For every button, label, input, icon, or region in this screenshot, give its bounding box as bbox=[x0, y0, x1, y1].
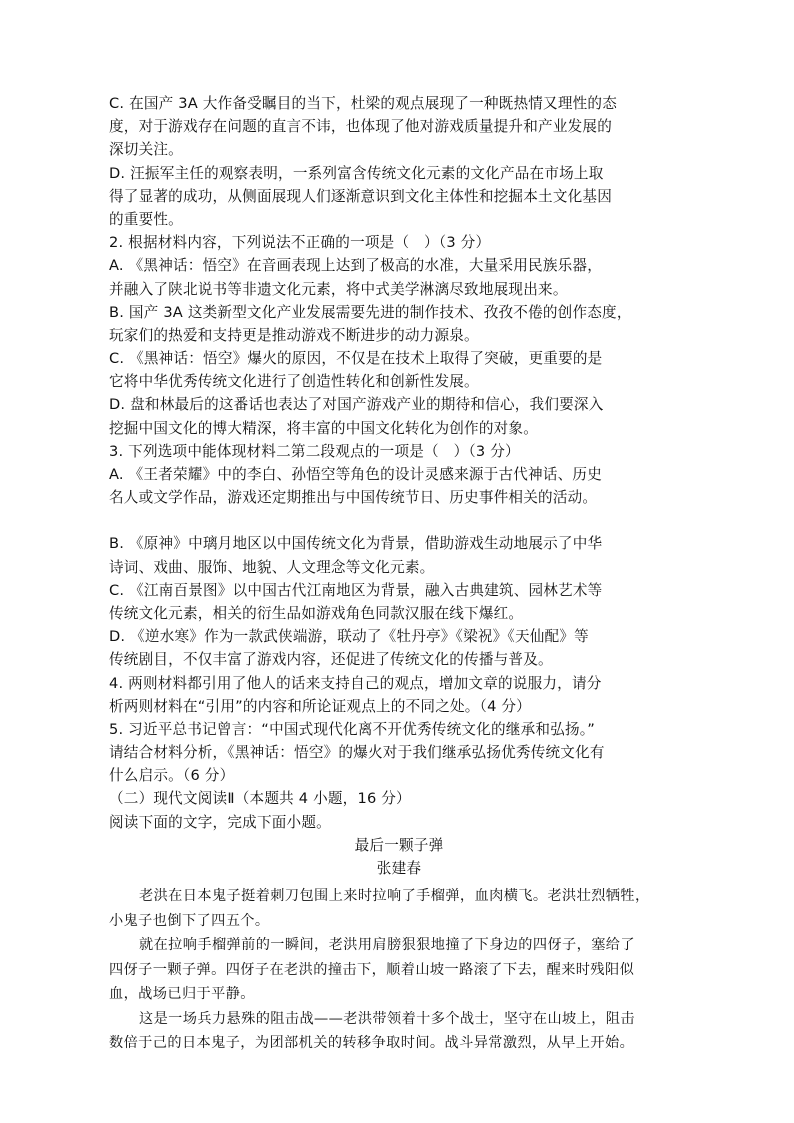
q1-option-d: D. 汪振军主任的观察表明，一系列富含传统文化元素的文化产品在市场上取 得了显著的成功，从侧面展现人们逐渐意识到文化主体性和挖掘本土文化基因 的重要性。 bbox=[109, 164, 612, 228]
story-author: 张建春 bbox=[376, 860, 422, 877]
question-2-stem: 2. 根据材料内容，下列说法不正确的一项是（ ）（3 分） bbox=[109, 234, 491, 252]
question-3-stem: 3. 下列选项中能体现材料二第二段观点的一项是（ ）（3 分） bbox=[109, 442, 520, 460]
section-heading: （二）现代文阅读Ⅱ（本题共 4 小题，16 分） bbox=[109, 790, 411, 808]
q1-option-c: C. 在国产 3A 大作备受瞩目的当下，杜梁的观点展现了一种既热情又理性的态 度，对于游戏存在问题的直言不讳，也体现了他对游戏质量提升和产业发展的 深切关注。 bbox=[109, 95, 618, 159]
q3-option-a: A. 《王者荣耀》中的李白、孙悟空等角色的设计灵感来源于古代神话、历史 名人或文学作品，游戏还定期推出与中国传统节日、历史事件相关的活动。 bbox=[109, 466, 603, 507]
story-paragraph: 这是一场兵力悬殊的阻击战——老洪带领着十多个战士，坚守在山坡上，阻击 数倍于己的日本鬼子，为团部机关的转移争取时间。战斗异常激烈，从早上开始。 bbox=[109, 1010, 635, 1052]
q2-option-d: D. 盘和林最后的这番话也表达了对国产游戏产业的期待和信心，我们要深入 挖掘中国文化的博大精深，将丰富的中国文化转化为创作的对象。 bbox=[109, 396, 604, 437]
blank-line bbox=[109, 509, 689, 532]
question-2 bbox=[109, 231, 689, 440]
q2-option-c: C. 《黑神话：悟空》爆火的原因，不仅是在技术上取得了突破，更重要的是 它将中华优秀传统文化进行了创造性转化和创新性发展。 bbox=[109, 350, 603, 391]
q3-option-c: C. 《江南百景图》以中国古代江南地区为背景，融入古典建筑、园林艺术等 传统文化元素，相关的衍生品如游戏角色同款汉服在线下爆红。 bbox=[109, 581, 603, 622]
q3-option-b: B. 《原神》中璃月地区以中国传统文化为背景，借助游戏生动地展示了中华 诗词、戏曲、服饰、地貌、人文理念等文化元素。 bbox=[109, 535, 603, 576]
exam-page bbox=[109, 92, 689, 1056]
question-4: 4. 两则材料都引用了他人的话来支持自己的观点，增加文章的说服力，请分 析两则材料在“引用”的内容和所论证观点上的不同之处。（4 分） bbox=[109, 674, 602, 715]
section-instruction: 阅读下面的文字，完成下面小题。 bbox=[109, 813, 331, 831]
story-paragraph: 就在拉响手榴弹前的一瞬间，老洪用肩膀狠狠地撞了下身边的四伢子，塞给了 四伢子一颗子弹。四伢子在老洪的撞击下，顺着山坡一路滚了下去，醒来时残阳似 血，战场已归于平静。 bbox=[109, 937, 635, 1003]
question-5: 5. 习近平总书记曾言：“中国式现代化离不开优秀传统文化的继承和弘扬。” 请结合材料分析，《黑神话：悟空》的爆火对于我们继承弘扬优秀传统文化有 什么启示。（6 分） bbox=[109, 720, 605, 785]
q3-option-d: D. 《逆水寒》作为一款武侠端游，联动了《牡丹亭》《梁祝》《天仙配》等 传统剧目，不仅丰富了游戏内容，还促进了传统文化的传播与普及。 bbox=[109, 628, 589, 669]
story-body bbox=[109, 884, 689, 1056]
story-title: 最后一颗子弹 bbox=[354, 836, 444, 854]
story-paragraph: 老洪在日本鬼子挺着刺刀包围上来时拉响了手榴弹，血肉横飞。老洪壮烈牺牲， 小鬼子也倒下了四五个。 bbox=[109, 888, 650, 929]
q2-option-b: B. 国产 3A 这类新型文化产业发展需要先进的制作技术、孜孜不倦的创作态度， 玩家们的热爱和支持更是推动游戏不断进步的动力源泉。 bbox=[109, 303, 632, 344]
question-3 bbox=[109, 440, 689, 672]
q2-option-a: A. 《黑神话：悟空》在音画表现上达到了极高的水准，大量采用民族乐器， 并融入了陕北说书等非遗文化元素，将中式美学淋漓尽致地展现出来。 bbox=[109, 257, 603, 298]
